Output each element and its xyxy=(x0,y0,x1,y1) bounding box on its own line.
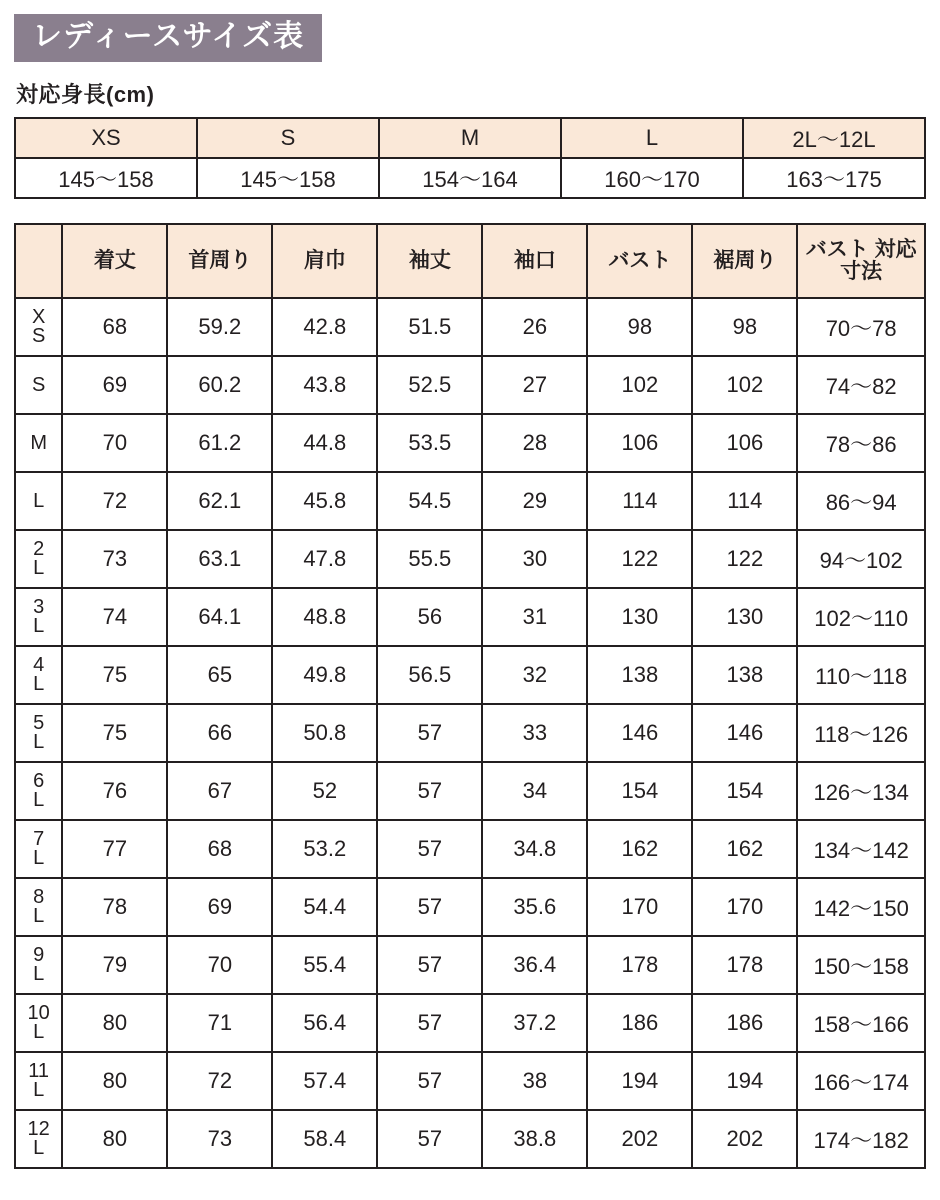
column-header-bust-taiou xyxy=(797,224,925,298)
row-size-line1: X xyxy=(32,306,46,328)
cell-kubimawari: 65 xyxy=(167,646,272,704)
row-size-label xyxy=(15,1110,62,1168)
row-size-line2: L xyxy=(33,1021,45,1043)
row-size-line2: L xyxy=(33,847,45,869)
row-size-line1: 6 xyxy=(33,770,45,792)
cell-sodeguchi: 35.6 xyxy=(482,878,587,936)
cell-katahaba: 43.8 xyxy=(272,356,377,414)
height-section-label: 対応身長(cm) xyxy=(16,82,155,107)
cell-sodeguchi: 33 xyxy=(482,704,587,762)
cell-susomawari: 186 xyxy=(692,994,797,1052)
cell-kubimawari: 70 xyxy=(167,936,272,994)
cell-sodeguchi: 38.8 xyxy=(482,1110,587,1168)
cell-kitake: 75 xyxy=(62,704,167,762)
cell-bust-taiou: 94〜102 xyxy=(797,530,925,588)
table-row xyxy=(15,762,925,820)
row-size-label xyxy=(15,356,62,414)
row-size-line2: L xyxy=(33,789,45,811)
row-size-line2: L xyxy=(33,731,45,753)
cell-sodeguchi: 34.8 xyxy=(482,820,587,878)
table-row xyxy=(15,994,925,1052)
row-size-label xyxy=(15,878,62,936)
cell-bust-taiou: 86〜94 xyxy=(797,472,925,530)
cell-sodetake: 57 xyxy=(377,704,482,762)
cell-kubimawari: 60.2 xyxy=(167,356,272,414)
cell-kitake: 80 xyxy=(62,994,167,1052)
cell-susomawari: 122 xyxy=(692,530,797,588)
cell-kubimawari: 64.1 xyxy=(167,588,272,646)
cell-katahaba: 49.8 xyxy=(272,646,377,704)
cell-katahaba: 56.4 xyxy=(272,994,377,1052)
cell-sodetake: 57 xyxy=(377,1052,482,1110)
column-header-bust: バスト xyxy=(587,224,692,298)
row-size-label xyxy=(15,936,62,994)
table-row xyxy=(15,936,925,994)
row-size-label xyxy=(15,820,62,878)
cell-kubimawari: 71 xyxy=(167,994,272,1052)
table-row xyxy=(15,414,925,472)
cell-bust-taiou: 74〜82 xyxy=(797,356,925,414)
row-size-label xyxy=(15,298,62,356)
row-size-label xyxy=(15,414,62,472)
cell-kitake: 78 xyxy=(62,878,167,936)
row-size-label xyxy=(15,704,62,762)
column-header-bust-taiou-line1: バスト xyxy=(805,237,869,261)
cell-kitake: 77 xyxy=(62,820,167,878)
cell-susomawari: 102 xyxy=(692,356,797,414)
height-size-cell: L xyxy=(561,118,743,158)
cell-katahaba: 48.8 xyxy=(272,588,377,646)
cell-sodetake: 57 xyxy=(377,762,482,820)
column-header-kitake: 着丈 xyxy=(62,224,167,298)
cell-kubimawari: 62.1 xyxy=(167,472,272,530)
cell-sodetake: 57 xyxy=(377,820,482,878)
cell-kitake: 72 xyxy=(62,472,167,530)
cell-katahaba: 52 xyxy=(272,762,377,820)
cell-susomawari: 178 xyxy=(692,936,797,994)
height-range-cell: 160〜170 xyxy=(561,158,743,198)
table-row xyxy=(15,530,925,588)
cell-kitake: 70 xyxy=(62,414,167,472)
cell-katahaba: 58.4 xyxy=(272,1110,377,1168)
table-row xyxy=(15,878,925,936)
cell-bust: 138 xyxy=(587,646,692,704)
cell-kitake: 79 xyxy=(62,936,167,994)
row-size-line1: 2 xyxy=(33,538,45,560)
cell-sodetake: 54.5 xyxy=(377,472,482,530)
column-header-kubimawari: 首周り xyxy=(167,224,272,298)
column-header-katahaba: 肩巾 xyxy=(272,224,377,298)
cell-susomawari: 138 xyxy=(692,646,797,704)
row-size-line1: 4 xyxy=(33,654,45,676)
cell-sodetake: 57 xyxy=(377,1110,482,1168)
cell-katahaba: 53.2 xyxy=(272,820,377,878)
cell-kubimawari: 72 xyxy=(167,1052,272,1110)
table-row xyxy=(15,1110,925,1168)
measurements-header-row xyxy=(15,224,925,298)
height-size-cell: 2L〜12L xyxy=(743,118,925,158)
row-size-line1: S xyxy=(32,373,46,396)
page-title: レディースサイズ表 xyxy=(14,14,322,62)
cell-susomawari: 146 xyxy=(692,704,797,762)
cell-katahaba: 54.4 xyxy=(272,878,377,936)
row-size-line1: 10 xyxy=(27,1002,50,1024)
table-row xyxy=(15,356,925,414)
cell-katahaba: 42.8 xyxy=(272,298,377,356)
column-header-sodeguchi: 袖口 xyxy=(482,224,587,298)
row-size-line1: 9 xyxy=(33,944,45,966)
cell-bust-taiou: 70〜78 xyxy=(797,298,925,356)
table-row xyxy=(15,646,925,704)
column-header-sodetake: 袖丈 xyxy=(377,224,482,298)
cell-bust-taiou: 110〜118 xyxy=(797,646,925,704)
cell-bust: 202 xyxy=(587,1110,692,1168)
row-size-line2: L xyxy=(33,1137,45,1159)
cell-katahaba: 55.4 xyxy=(272,936,377,994)
cell-susomawari: 106 xyxy=(692,414,797,472)
cell-kitake: 80 xyxy=(62,1052,167,1110)
cell-bust: 122 xyxy=(587,530,692,588)
cell-sodeguchi: 36.4 xyxy=(482,936,587,994)
cell-kubimawari: 73 xyxy=(167,1110,272,1168)
measurements-body xyxy=(15,298,925,1168)
cell-susomawari: 162 xyxy=(692,820,797,878)
cell-bust: 162 xyxy=(587,820,692,878)
cell-sodetake: 57 xyxy=(377,936,482,994)
cell-kitake: 74 xyxy=(62,588,167,646)
row-size-label xyxy=(15,530,62,588)
cell-susomawari: 114 xyxy=(692,472,797,530)
column-header-bust-taiou-line2: 対応寸法 xyxy=(840,237,917,283)
row-size-line2: L xyxy=(33,963,45,985)
cell-katahaba: 47.8 xyxy=(272,530,377,588)
cell-susomawari: 170 xyxy=(692,878,797,936)
height-range-cell: 154〜164 xyxy=(379,158,561,198)
cell-katahaba: 45.8 xyxy=(272,472,377,530)
cell-kitake: 69 xyxy=(62,356,167,414)
height-size-cell: S xyxy=(197,118,379,158)
cell-bust: 98 xyxy=(587,298,692,356)
height-table xyxy=(14,117,926,199)
cell-bust: 194 xyxy=(587,1052,692,1110)
row-size-label xyxy=(15,762,62,820)
height-range-cell: 145〜158 xyxy=(15,158,197,198)
row-size-label xyxy=(15,472,62,530)
cell-sodeguchi: 34 xyxy=(482,762,587,820)
cell-katahaba: 44.8 xyxy=(272,414,377,472)
table-row xyxy=(15,588,925,646)
cell-bust: 186 xyxy=(587,994,692,1052)
cell-sodetake: 53.5 xyxy=(377,414,482,472)
column-header-susomawari: 裾周り xyxy=(692,224,797,298)
cell-bust-taiou: 174〜182 xyxy=(797,1110,925,1168)
cell-bust-taiou: 166〜174 xyxy=(797,1052,925,1110)
row-size-line1: 3 xyxy=(33,596,45,618)
cell-kitake: 68 xyxy=(62,298,167,356)
height-size-cell: XS xyxy=(15,118,197,158)
table-row xyxy=(15,820,925,878)
height-size-cell: M xyxy=(379,118,561,158)
height-table-header-row xyxy=(15,118,925,158)
row-size-line1: 8 xyxy=(33,886,45,908)
cell-bust-taiou: 134〜142 xyxy=(797,820,925,878)
cell-bust-taiou: 78〜86 xyxy=(797,414,925,472)
cell-bust-taiou: 142〜150 xyxy=(797,878,925,936)
height-range-cell: 145〜158 xyxy=(197,158,379,198)
cell-kubimawari: 63.1 xyxy=(167,530,272,588)
cell-sodeguchi: 31 xyxy=(482,588,587,646)
cell-kitake: 80 xyxy=(62,1110,167,1168)
cell-susomawari: 98 xyxy=(692,298,797,356)
cell-sodetake: 56 xyxy=(377,588,482,646)
table-row xyxy=(15,1052,925,1110)
cell-bust: 130 xyxy=(587,588,692,646)
cell-susomawari: 130 xyxy=(692,588,797,646)
table-row xyxy=(15,704,925,762)
cell-bust: 102 xyxy=(587,356,692,414)
cell-bust-taiou: 150〜158 xyxy=(797,936,925,994)
cell-bust: 154 xyxy=(587,762,692,820)
row-size-line2: L xyxy=(33,905,45,927)
cell-bust: 106 xyxy=(587,414,692,472)
cell-susomawari: 154 xyxy=(692,762,797,820)
cell-sodetake: 57 xyxy=(377,878,482,936)
cell-bust: 114 xyxy=(587,472,692,530)
cell-kitake: 76 xyxy=(62,762,167,820)
cell-kitake: 73 xyxy=(62,530,167,588)
cell-sodeguchi: 37.2 xyxy=(482,994,587,1052)
row-size-line2: S xyxy=(32,325,46,347)
row-size-line2: L xyxy=(33,615,45,637)
cell-kubimawari: 68 xyxy=(167,820,272,878)
cell-bust: 170 xyxy=(587,878,692,936)
cell-kubimawari: 67 xyxy=(167,762,272,820)
cell-kubimawari: 59.2 xyxy=(167,298,272,356)
cell-sodeguchi: 28 xyxy=(482,414,587,472)
measurements-table xyxy=(14,223,926,1169)
cell-sodeguchi: 26 xyxy=(482,298,587,356)
row-size-line1: 5 xyxy=(33,712,45,734)
cell-bust-taiou: 158〜166 xyxy=(797,994,925,1052)
row-size-label xyxy=(15,646,62,704)
row-size-line2: L xyxy=(33,673,45,695)
cell-sodeguchi: 30 xyxy=(482,530,587,588)
cell-sodeguchi: 32 xyxy=(482,646,587,704)
cell-sodetake: 55.5 xyxy=(377,530,482,588)
cell-bust-taiou: 118〜126 xyxy=(797,704,925,762)
cell-sodeguchi: 29 xyxy=(482,472,587,530)
cell-kubimawari: 69 xyxy=(167,878,272,936)
cell-susomawari: 202 xyxy=(692,1110,797,1168)
height-table-value-row xyxy=(15,158,925,198)
row-size-line1: L xyxy=(33,489,45,512)
cell-bust: 146 xyxy=(587,704,692,762)
height-range-cell: 163〜175 xyxy=(743,158,925,198)
cell-susomawari: 194 xyxy=(692,1052,797,1110)
row-size-line2: L xyxy=(33,1079,45,1101)
row-size-label xyxy=(15,1052,62,1110)
cell-sodeguchi: 27 xyxy=(482,356,587,414)
cell-sodetake: 57 xyxy=(377,994,482,1052)
cell-kitake: 75 xyxy=(62,646,167,704)
table-row xyxy=(15,298,925,356)
row-size-label xyxy=(15,588,62,646)
row-size-line1: M xyxy=(30,431,47,454)
cell-kubimawari: 61.2 xyxy=(167,414,272,472)
row-size-label xyxy=(15,994,62,1052)
cell-bust-taiou: 102〜110 xyxy=(797,588,925,646)
cell-kubimawari: 66 xyxy=(167,704,272,762)
cell-sodeguchi: 38 xyxy=(482,1052,587,1110)
cell-sodetake: 56.5 xyxy=(377,646,482,704)
cell-bust: 178 xyxy=(587,936,692,994)
row-size-line1: 7 xyxy=(33,828,45,850)
row-size-line1: 12 xyxy=(27,1118,50,1140)
cell-katahaba: 57.4 xyxy=(272,1052,377,1110)
row-size-line2: L xyxy=(33,557,45,579)
cell-sodetake: 51.5 xyxy=(377,298,482,356)
table-row xyxy=(15,472,925,530)
table-corner-cell xyxy=(15,224,62,298)
cell-katahaba: 50.8 xyxy=(272,704,377,762)
row-size-line1: 11 xyxy=(28,1060,50,1082)
cell-bust-taiou: 126〜134 xyxy=(797,762,925,820)
cell-sodetake: 52.5 xyxy=(377,356,482,414)
